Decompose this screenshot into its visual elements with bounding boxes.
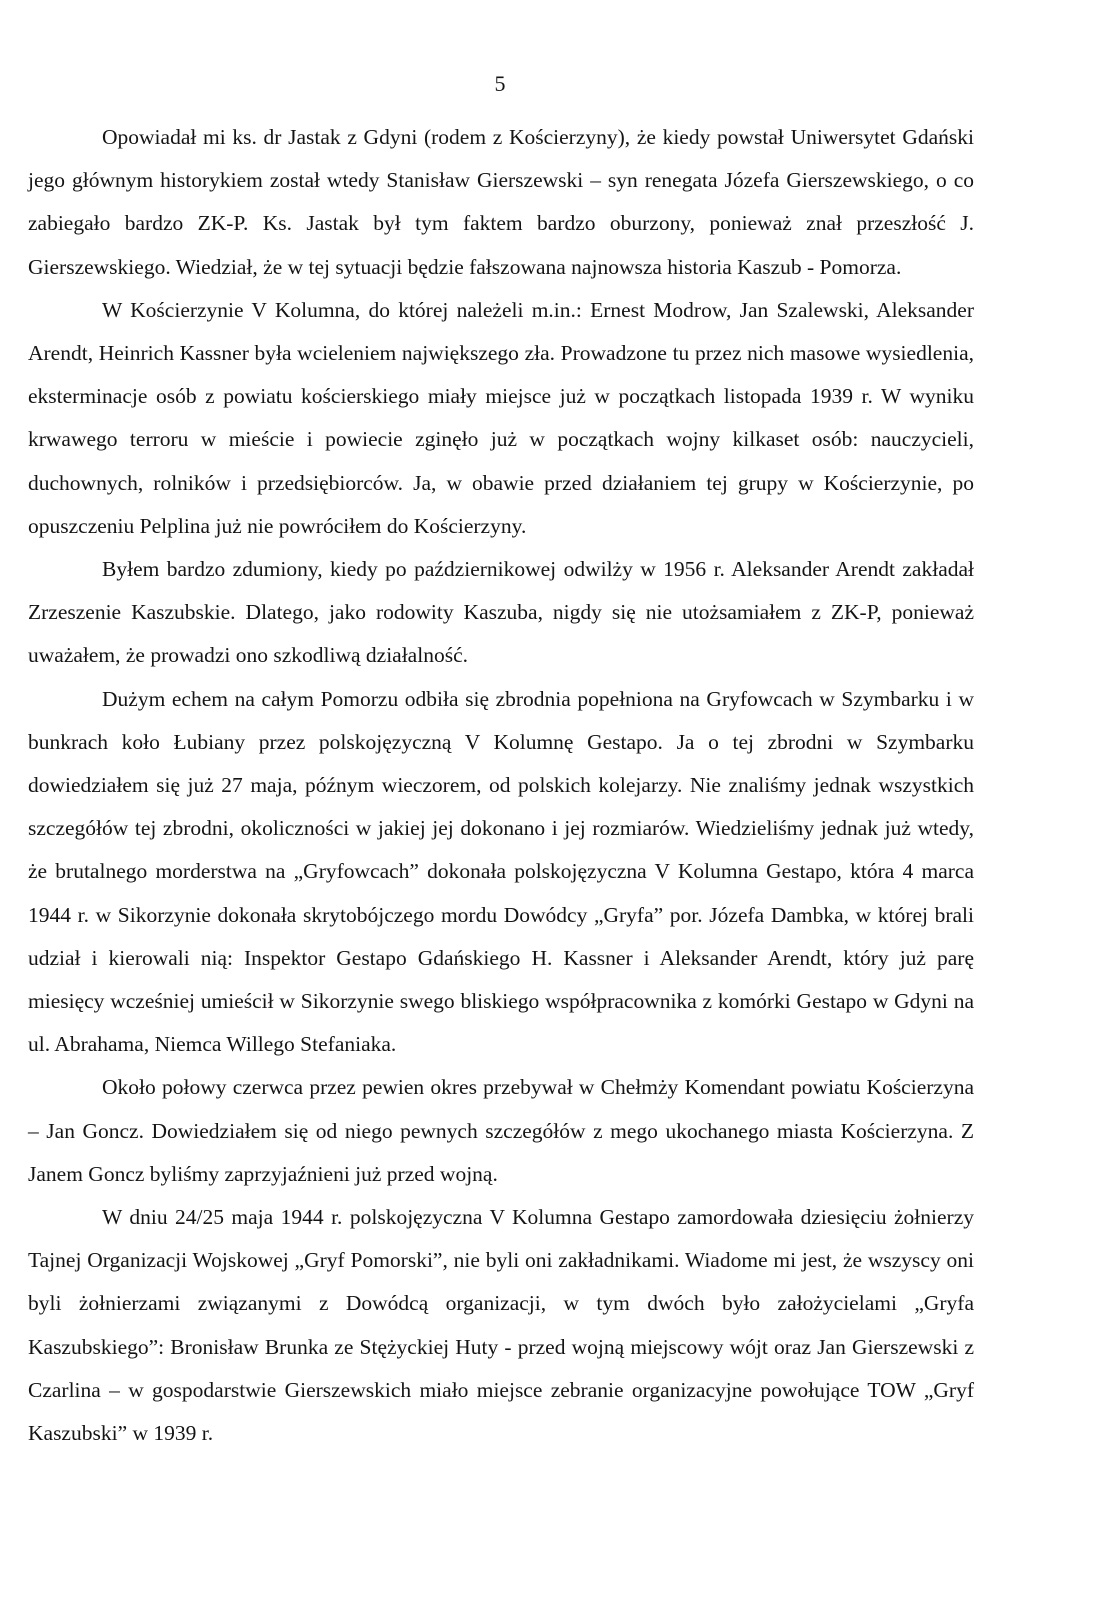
document-body (28, 116, 974, 1455)
paragraph: Byłem bardzo zdumiony, kiedy po październikowej odwilży w 1956 r. Aleksander Arendt zakładał Zrzeszenie Kaszubskie. Dlatego, jako rodowity Kaszuba, nigdy się nie utożsamiałem z ZK-P, ponieważ uważałem, że prowadzi ono szkodliwą działalność. (28, 557, 974, 668)
paragraph: Dużym echem na całym Pomorzu odbiła się zbrodnia popełniona na Gryfowcach w Szymbarku i w bunkrach koło Łubiany przez polskojęzyczną V Kolumnę Gestapo. Ja o tej zbrodni w Szymbarku dowiedziałem się już 27 maja, późnym wieczorem, od polskich kolejarzy. Nie znaliśmy jednak wszystkich szczegółów tej zbrodni, okoliczności w jakiej jej dokonano i jej rozmiarów. Wiedzieliśmy jednak już wtedy, że brutalnego morderstwa na „Gryfowcach” dokonała polskojęzyczna V Kolumna Gestapo, która 4 marca 1944 r. w Sikorzynie dokonała skrytobójczego mordu Dowódcy „Gryfa” por. Józefa Dambka, w której brali udział i kierowali nią: Inspektor Gestapo Gdańskiego H. Kassner i Aleksander Arendt, który już parę miesięcy wcześniej umieścił w Sikorzynie swego bliskiego współpracownika z komórki Gestapo w Gdyni na ul. Abrahama, Niemca Willego Stefaniaka. (28, 686, 974, 1057)
paragraph: W dniu 24/25 maja 1944 r. polskojęzyczna V Kolumna Gestapo zamordowała dziesięciu żołnierzy Tajnej Organizacji Wojskowej „Gryf Pomorski”, nie byli oni zakładnikami. Wiadome mi jest, że wszyscy oni byli żołnierzami związanymi z Dowódcą organizacji, w tym dwóch było założycielami „Gryfa Kaszubskiego”: Bronisław Brunka ze Stężyckiej Huty - przed wojną miejscowy wójt oraz Jan Gierszewski z Czarlina – w gospodarstwie Gierszewskich miało miejsce zebranie organizacyjne powołujące TOW „Gryf Kaszubski” w 1939 r. (28, 1205, 974, 1446)
paragraph: Opowiadał mi ks. dr Jastak z Gdyni (rodem z Kościerzyny), że kiedy powstał Uniwersytet Gdański jego głównym historykiem został wtedy Stanisław Gierszewski – syn renegata Józefa Gierszewskiego, o co zabiegało bardzo ZK-P. Ks. Jastak był tym faktem bardzo oburzony, ponieważ znał przeszłość J. Gierszewskiego. Wiedział, że w tej sytuacji będzie fałszowana najnowsza historia Kaszub - Pomorza. (28, 125, 974, 279)
paragraph: Około połowy czerwca przez pewien okres przebywał w Chełmży Komendant powiatu Kościerzyna – Jan Goncz. Dowiedziałem się od niego pewnych szczegółów z mego ukochanego miasta Kościerzyna. Z Janem Goncz byliśmy zaprzyjaźnieni już przed wojną. (28, 1075, 974, 1186)
page-number: 5 (494, 71, 506, 96)
paragraph: W Kościerzynie V Kolumna, do której należeli m.in.: Ernest Modrow, Jan Szalewski, Aleksander Arendt, Heinrich Kassner była wcieleniem największego zła. Prowadzone tu przez nich masowe wysiedlenia, eksterminacje osób z powiatu kościerskiego miały miejsce już w początkach listopada 1939 r. W wyniku krwawego terroru w mieście i powiecie zginęło już w początkach wojny kilkaset osób: nauczycieli, duchownych, rolników i przedsiębiorców. Ja, w obawie przed działaniem tej grupy w Kościerzynie, po opuszczeniu Pelplina już nie powróciłem do Kościerzyny. (28, 297, 974, 538)
